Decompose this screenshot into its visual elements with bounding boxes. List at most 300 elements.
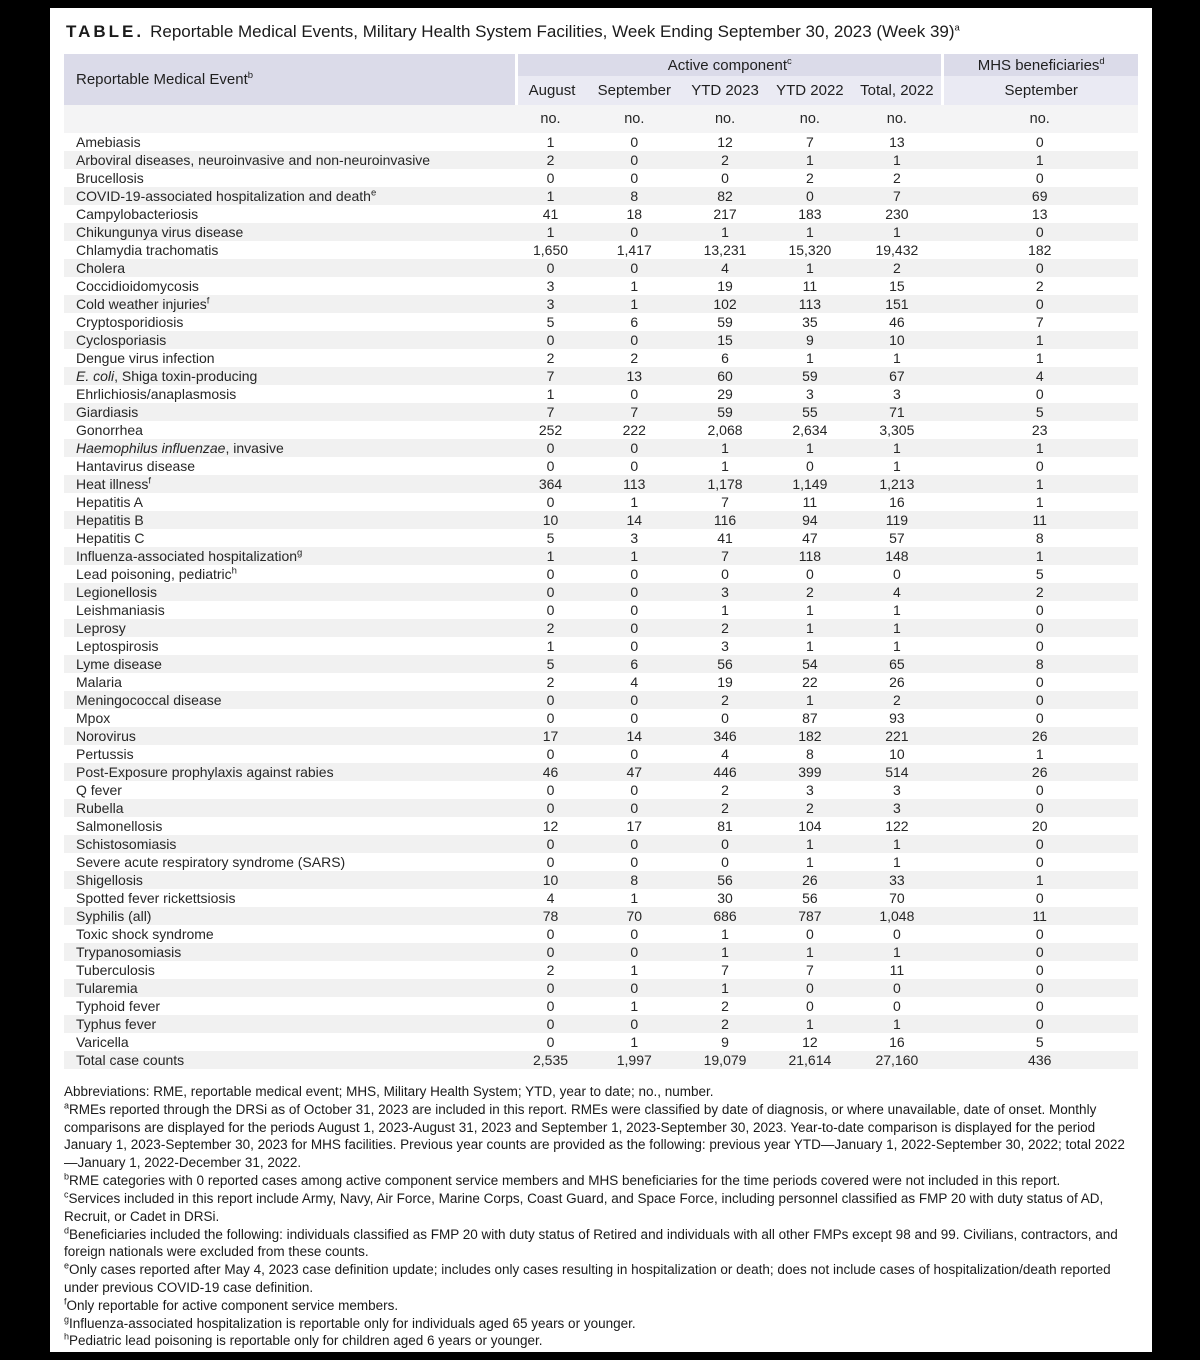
case-count: 26: [767, 871, 852, 889]
case-count: 0: [515, 691, 586, 709]
column-header-september: September: [586, 76, 683, 105]
event-name: Norovirus: [64, 727, 515, 745]
case-count: 0: [721, 854, 729, 870]
event-name: COVID-19-associated hospitalization and death$^e$: [64, 187, 515, 205]
event-name: Brucellosis: [76, 170, 144, 186]
case-count: 0: [630, 782, 639, 798]
table-row: [64, 277, 1138, 295]
unit-row: [64, 105, 1138, 133]
case-count: 1,417: [616, 242, 652, 258]
table-row: [64, 943, 1138, 961]
case-count: 19: [717, 674, 733, 690]
case-count: 1: [805, 638, 814, 654]
case-count: 0: [630, 566, 639, 582]
table-row: [64, 655, 1138, 673]
case-count: 27,160: [852, 1051, 941, 1069]
case-count: 1: [683, 223, 768, 241]
case-count: 0: [630, 710, 639, 726]
case-count: 11: [941, 511, 1138, 529]
case-count: 7: [586, 403, 683, 421]
group-header-mhs-beneficiaries-label: MHS beneficiaries: [977, 56, 1100, 74]
case-count: 0: [1035, 782, 1044, 798]
case-count: 2: [630, 350, 639, 366]
case-count: 6: [630, 314, 639, 330]
table-row: [64, 385, 1138, 403]
case-count: 0: [630, 602, 639, 618]
header-group-row: [64, 54, 1138, 76]
case-count: 1: [941, 151, 1138, 169]
case-count: 0: [805, 998, 814, 1014]
case-count: 0: [892, 998, 901, 1014]
case-count: 2: [721, 782, 729, 798]
case-count: 230: [885, 206, 909, 222]
case-count: 3: [805, 386, 814, 402]
case-count: 0: [586, 583, 683, 601]
case-count: 12: [542, 818, 559, 834]
table-row: [64, 439, 1138, 457]
event-name: Cyclosporiasis: [64, 331, 515, 349]
case-count: 94: [767, 511, 852, 529]
case-count: 2: [515, 619, 586, 637]
case-count: 0: [805, 566, 814, 582]
case-count: 13,231: [703, 242, 747, 258]
case-count: 1: [630, 1034, 639, 1050]
case-count: 15: [683, 331, 768, 349]
case-count: 1: [515, 223, 586, 241]
case-count: 0: [515, 331, 586, 349]
case-count: 7: [515, 367, 586, 385]
case-count: 0: [1035, 962, 1044, 978]
case-count: 182: [767, 727, 852, 745]
case-count: 0: [767, 979, 852, 997]
case-count: 5: [1035, 1034, 1044, 1050]
case-count: 1,178: [683, 475, 768, 493]
case-count: 0: [941, 223, 1138, 241]
footnote: $^e$Only cases reported after May 4, 2023 case definition update; includes only cases resulting in hospitalization or death; does not include cases of hospitalization/death reported under previous COVID-19 case definition.: [64, 1260, 1111, 1295]
case-count: 1: [1035, 494, 1044, 510]
case-count: 1: [767, 691, 852, 709]
case-count: 0: [586, 619, 683, 637]
case-count: 1: [1035, 746, 1044, 762]
table-row: [64, 151, 1138, 169]
event-name: Syphilis (all): [64, 907, 515, 925]
footnotes: [64, 1083, 1138, 1350]
case-count: 5: [515, 655, 586, 673]
case-count: 55: [767, 403, 852, 421]
case-count: 1: [892, 350, 901, 366]
case-count: 0: [586, 799, 683, 817]
event-name: Lead poisoning, pediatric$^h$: [76, 565, 237, 582]
case-count: 59: [683, 403, 768, 421]
case-count: 1: [515, 187, 586, 205]
case-count: 0: [515, 943, 586, 961]
case-count: 0: [586, 151, 683, 169]
case-count: 1: [767, 259, 852, 277]
case-count: 16: [889, 1034, 905, 1050]
case-count: 17: [626, 818, 643, 834]
case-count: 70: [889, 890, 905, 906]
case-count: 2: [1035, 278, 1044, 294]
event-name: Chikungunya virus disease: [64, 223, 515, 241]
case-count: 0: [515, 583, 586, 601]
case-count: 1: [586, 295, 683, 313]
case-count: 71: [852, 403, 941, 421]
case-count: 1: [767, 439, 852, 457]
event-name: Legionellosis: [64, 583, 515, 601]
case-count: 1: [941, 547, 1138, 565]
case-count: 0: [546, 566, 555, 582]
event-name: Hepatitis C: [76, 530, 145, 546]
event-name: Spotted fever rickettsiosis: [76, 890, 236, 906]
footnote: $^g$Influenza-associated hospitalization is reportable only for individuals aged 65 years or younger.: [64, 1314, 636, 1331]
case-count: 2: [892, 170, 901, 186]
table-row: [64, 331, 1138, 349]
footnote: $^c$Services included in this report include Army, Navy, Air Force, Marine Corps, Coast Guard, and Space Force, including personnel classified as FMP 20 with duty status of AD, Recruit, or Cadet in DRSi.: [64, 1189, 1104, 1224]
case-count: 0: [546, 170, 555, 186]
table-row: [64, 583, 1138, 601]
event-name: Haemophilus influenzae, invasive: [64, 439, 515, 457]
case-count: 12: [717, 134, 733, 150]
table-row: [64, 511, 1138, 529]
case-count: 14: [586, 511, 683, 529]
case-count: 0: [515, 979, 586, 997]
case-count: 0: [546, 1034, 555, 1050]
table-row: [64, 673, 1138, 691]
event-name: Post-Exposure prophylaxis against rabies: [64, 763, 515, 781]
case-count: 15: [889, 278, 905, 294]
case-count: 1: [767, 943, 852, 961]
case-count: 10: [515, 871, 586, 889]
case-count: 0: [546, 926, 555, 942]
case-count: 1: [515, 547, 586, 565]
case-count: 0: [1035, 854, 1044, 870]
case-count: 4: [941, 367, 1138, 385]
case-count: 1: [941, 331, 1138, 349]
case-count: 13: [1031, 206, 1048, 222]
table-row: [64, 1015, 1138, 1033]
case-count: 4: [721, 746, 729, 762]
event-name: Arboviral diseases, neuroinvasive and non-neuroinvasive: [64, 151, 515, 169]
case-count: 1: [892, 458, 901, 474]
event-name: Cold weather injuries$^f$: [64, 295, 515, 313]
table-row: [64, 925, 1138, 943]
case-count: 1: [892, 854, 901, 870]
table-row: [64, 403, 1138, 421]
event-name: Tularemia: [64, 979, 515, 997]
table-title-footnote-marker: a: [954, 22, 960, 34]
case-count: 87: [802, 710, 818, 726]
case-count: 35: [802, 314, 818, 330]
case-count: 0: [721, 710, 729, 726]
footnote: $^b$RME categories with 0 reported cases among active component service members and MHS beneficiaries for the time periods covered were not included in this report.: [64, 1171, 1061, 1189]
event-name: Pertussis: [76, 746, 134, 762]
group-header-active-component-footnote-marker: c: [787, 55, 792, 67]
case-count: 0: [1035, 458, 1044, 474]
case-count: 57: [889, 530, 905, 546]
case-count: 0: [1035, 134, 1044, 150]
case-count: 5: [546, 530, 555, 546]
case-count: 221: [852, 727, 941, 745]
case-count: 13: [586, 367, 683, 385]
table-row: [64, 493, 1138, 511]
table-row: [64, 961, 1138, 979]
case-count: 0: [1035, 674, 1044, 690]
case-count: 2,535: [515, 1051, 586, 1069]
event-name: Hantavirus disease: [76, 458, 196, 474]
table-row: [64, 259, 1138, 277]
case-count: 46: [515, 763, 586, 781]
case-count: 19,432: [875, 242, 919, 258]
report-page: [50, 8, 1152, 1352]
table-row: [64, 313, 1138, 331]
case-count: 9: [767, 331, 852, 349]
case-count: 1: [892, 638, 901, 654]
event-name: Mpox: [76, 710, 111, 726]
unit-cell: no.: [941, 105, 1138, 133]
table-row: [64, 205, 1138, 223]
unit-cell: no.: [515, 105, 586, 133]
case-count: 1: [941, 871, 1138, 889]
case-count: 1: [852, 223, 941, 241]
case-count: 2: [852, 691, 941, 709]
case-count: 56: [802, 890, 818, 906]
case-count: 0: [630, 854, 639, 870]
case-count: 0: [586, 1015, 683, 1033]
case-count: 3,305: [879, 422, 915, 438]
case-count: 1,048: [852, 907, 941, 925]
table-row: [64, 871, 1138, 889]
case-count: 60: [683, 367, 768, 385]
case-count: 0: [515, 799, 586, 817]
event-name: Dengue virus infection: [76, 350, 215, 366]
case-count: 47: [802, 530, 818, 546]
case-count: 11: [802, 494, 818, 510]
event-name: Toxic shock syndrome: [76, 926, 214, 942]
case-count: 3: [892, 386, 901, 402]
case-count: 1: [852, 619, 941, 637]
event-name: Typhoid fever: [76, 998, 161, 1014]
case-count: 1: [767, 1015, 852, 1033]
case-count: 8: [1035, 530, 1044, 546]
event-name: Total case counts: [64, 1051, 515, 1069]
case-count: 0: [767, 187, 852, 205]
case-count: 0: [515, 835, 586, 853]
case-count: 0: [546, 854, 555, 870]
case-count: 0: [546, 602, 555, 618]
case-count: 93: [889, 710, 905, 726]
case-count: 1: [630, 998, 639, 1014]
case-count: 46: [889, 314, 905, 330]
table-row: [64, 529, 1138, 547]
case-count: 2: [805, 170, 814, 186]
table-body: [64, 133, 1138, 1069]
table-row: [64, 169, 1138, 187]
case-count: 1,997: [586, 1051, 683, 1069]
case-count: 2: [515, 151, 586, 169]
case-count: 1: [721, 926, 729, 942]
event-name: E. coli, Shiga toxin-producing: [64, 367, 515, 385]
group-header-mhs-beneficiaries: [941, 54, 1138, 76]
case-count: 252: [538, 422, 563, 438]
case-count: 7: [721, 962, 729, 978]
event-name: Varicella: [76, 1034, 129, 1050]
table-title-text: Reportable Medical Events, Military Health System Facilities, Week Ending September 30, 2023 (Week 39): [150, 22, 955, 41]
case-count: 59: [717, 314, 733, 330]
case-count: 1: [630, 278, 639, 294]
case-count: 0: [941, 835, 1138, 853]
case-count: 2: [767, 583, 852, 601]
case-count: 217: [713, 206, 737, 222]
case-count: 0: [683, 835, 768, 853]
case-count: 8: [586, 871, 683, 889]
case-count: 0: [941, 799, 1138, 817]
case-count: 1: [546, 386, 555, 402]
table-row: [64, 1033, 1138, 1051]
case-count: 148: [852, 547, 941, 565]
table-row: [64, 601, 1138, 619]
case-count: 0: [1035, 710, 1044, 726]
case-count: 70: [586, 907, 683, 925]
case-count: 2: [852, 259, 941, 277]
case-count: 11: [889, 962, 905, 978]
case-count: 0: [721, 566, 729, 582]
table-row: [64, 781, 1138, 799]
case-count: 10: [852, 331, 941, 349]
table-row: [64, 979, 1138, 997]
case-count: 5: [546, 314, 555, 330]
case-count: 4: [683, 259, 768, 277]
case-count: 0: [805, 458, 814, 474]
rme-table: [64, 54, 1138, 1069]
event-name: Leptospirosis: [76, 638, 159, 654]
case-count: 0: [941, 943, 1138, 961]
case-count: 0: [941, 979, 1138, 997]
footnote: $^f$Only reportable for active component service members.: [64, 1296, 399, 1313]
case-count: 0: [630, 638, 639, 654]
table-row: [64, 835, 1138, 853]
case-count: 0: [630, 746, 639, 762]
case-count: 0: [586, 331, 683, 349]
case-count: 0: [546, 782, 555, 798]
case-count: 1: [721, 602, 729, 618]
case-count: 2: [683, 691, 768, 709]
case-count: 1: [767, 835, 852, 853]
table-row: [64, 799, 1138, 817]
case-count: 122: [885, 818, 909, 834]
event-name: Typhus fever: [64, 1015, 515, 1033]
case-count: 1,149: [767, 475, 852, 493]
column-header-mhs-september: September: [941, 76, 1138, 105]
case-count: 7: [1035, 314, 1044, 330]
case-count: 1: [892, 602, 901, 618]
unit-cell: no.: [683, 105, 768, 133]
case-count: 0: [941, 619, 1138, 637]
case-count: 0: [941, 295, 1138, 313]
case-count: 0: [941, 259, 1138, 277]
case-count: 0: [515, 259, 586, 277]
unit-cell-empty: [64, 105, 515, 133]
unit-cell: no.: [767, 105, 852, 133]
table-title: [66, 22, 1138, 42]
case-count: 0: [630, 386, 639, 402]
case-count: 1: [683, 439, 768, 457]
case-count: 1: [586, 547, 683, 565]
table-row: [64, 889, 1138, 907]
case-count: 30: [717, 890, 733, 906]
table-row: [64, 475, 1138, 493]
event-name: Cholera: [64, 259, 515, 277]
table-row: [64, 421, 1138, 439]
case-count: 0: [546, 458, 555, 474]
table-title-label: TABLE.: [66, 22, 145, 41]
case-count: 21,614: [767, 1051, 852, 1069]
case-count: 1: [683, 979, 768, 997]
case-count: 0: [1035, 386, 1044, 402]
case-count: 2: [683, 799, 768, 817]
table-row: [64, 1051, 1138, 1069]
case-count: 222: [622, 422, 646, 438]
event-name: Lyme disease: [64, 655, 515, 673]
table-row: [64, 133, 1138, 151]
case-count: 3: [683, 583, 768, 601]
event-name: Malaria: [76, 674, 122, 690]
group-header-active-component: [515, 54, 941, 76]
column-header-event-footnote-marker: b: [247, 70, 254, 81]
case-count: 18: [626, 206, 643, 222]
table-row: [64, 547, 1138, 565]
group-header-active-component-label: Active component: [667, 56, 787, 74]
case-count: 2: [941, 583, 1138, 601]
unit-cell: no.: [852, 105, 941, 133]
case-count: 1: [630, 962, 639, 978]
case-count: 82: [683, 187, 768, 205]
table-row: [64, 367, 1138, 385]
case-count: 3: [852, 799, 941, 817]
case-count: 1: [767, 223, 852, 241]
table-row: [64, 187, 1138, 205]
case-count: 17: [515, 727, 586, 745]
case-count: 2: [546, 962, 555, 978]
case-count: 0: [586, 259, 683, 277]
case-count: 436: [941, 1051, 1138, 1069]
case-count: 1: [941, 439, 1138, 457]
case-count: 119: [852, 511, 941, 529]
case-count: 1: [630, 890, 639, 906]
case-count: 1: [546, 638, 555, 654]
footnote: $^d$Beneficiaries included the following: individuals classified as FMP 20 with duty status of Retired and individuals with all other FMPs except 98 and 99. Civilians, contractors, and foreign nationals were excluded from these counts.: [64, 1225, 1118, 1260]
case-count: 16: [889, 494, 905, 510]
case-count: 0: [1035, 890, 1044, 906]
case-count: 0: [586, 223, 683, 241]
case-count: 56: [683, 871, 768, 889]
event-name: Campylobacteriosis: [76, 206, 199, 222]
case-count: 514: [852, 763, 941, 781]
case-count: 1: [1035, 350, 1044, 366]
table-row: [64, 457, 1138, 475]
event-name: Gonorrhea: [76, 422, 143, 438]
table-row: [64, 223, 1138, 241]
table-row: [64, 727, 1138, 745]
event-name: Shigellosis: [64, 871, 515, 889]
case-count: 0: [1035, 170, 1044, 186]
table-row: [64, 691, 1138, 709]
case-count: 2: [546, 674, 555, 690]
case-count: 399: [767, 763, 852, 781]
case-count: 3: [892, 782, 901, 798]
column-header-event: [64, 54, 515, 105]
table-row: [64, 349, 1138, 367]
table-row: [64, 295, 1138, 313]
